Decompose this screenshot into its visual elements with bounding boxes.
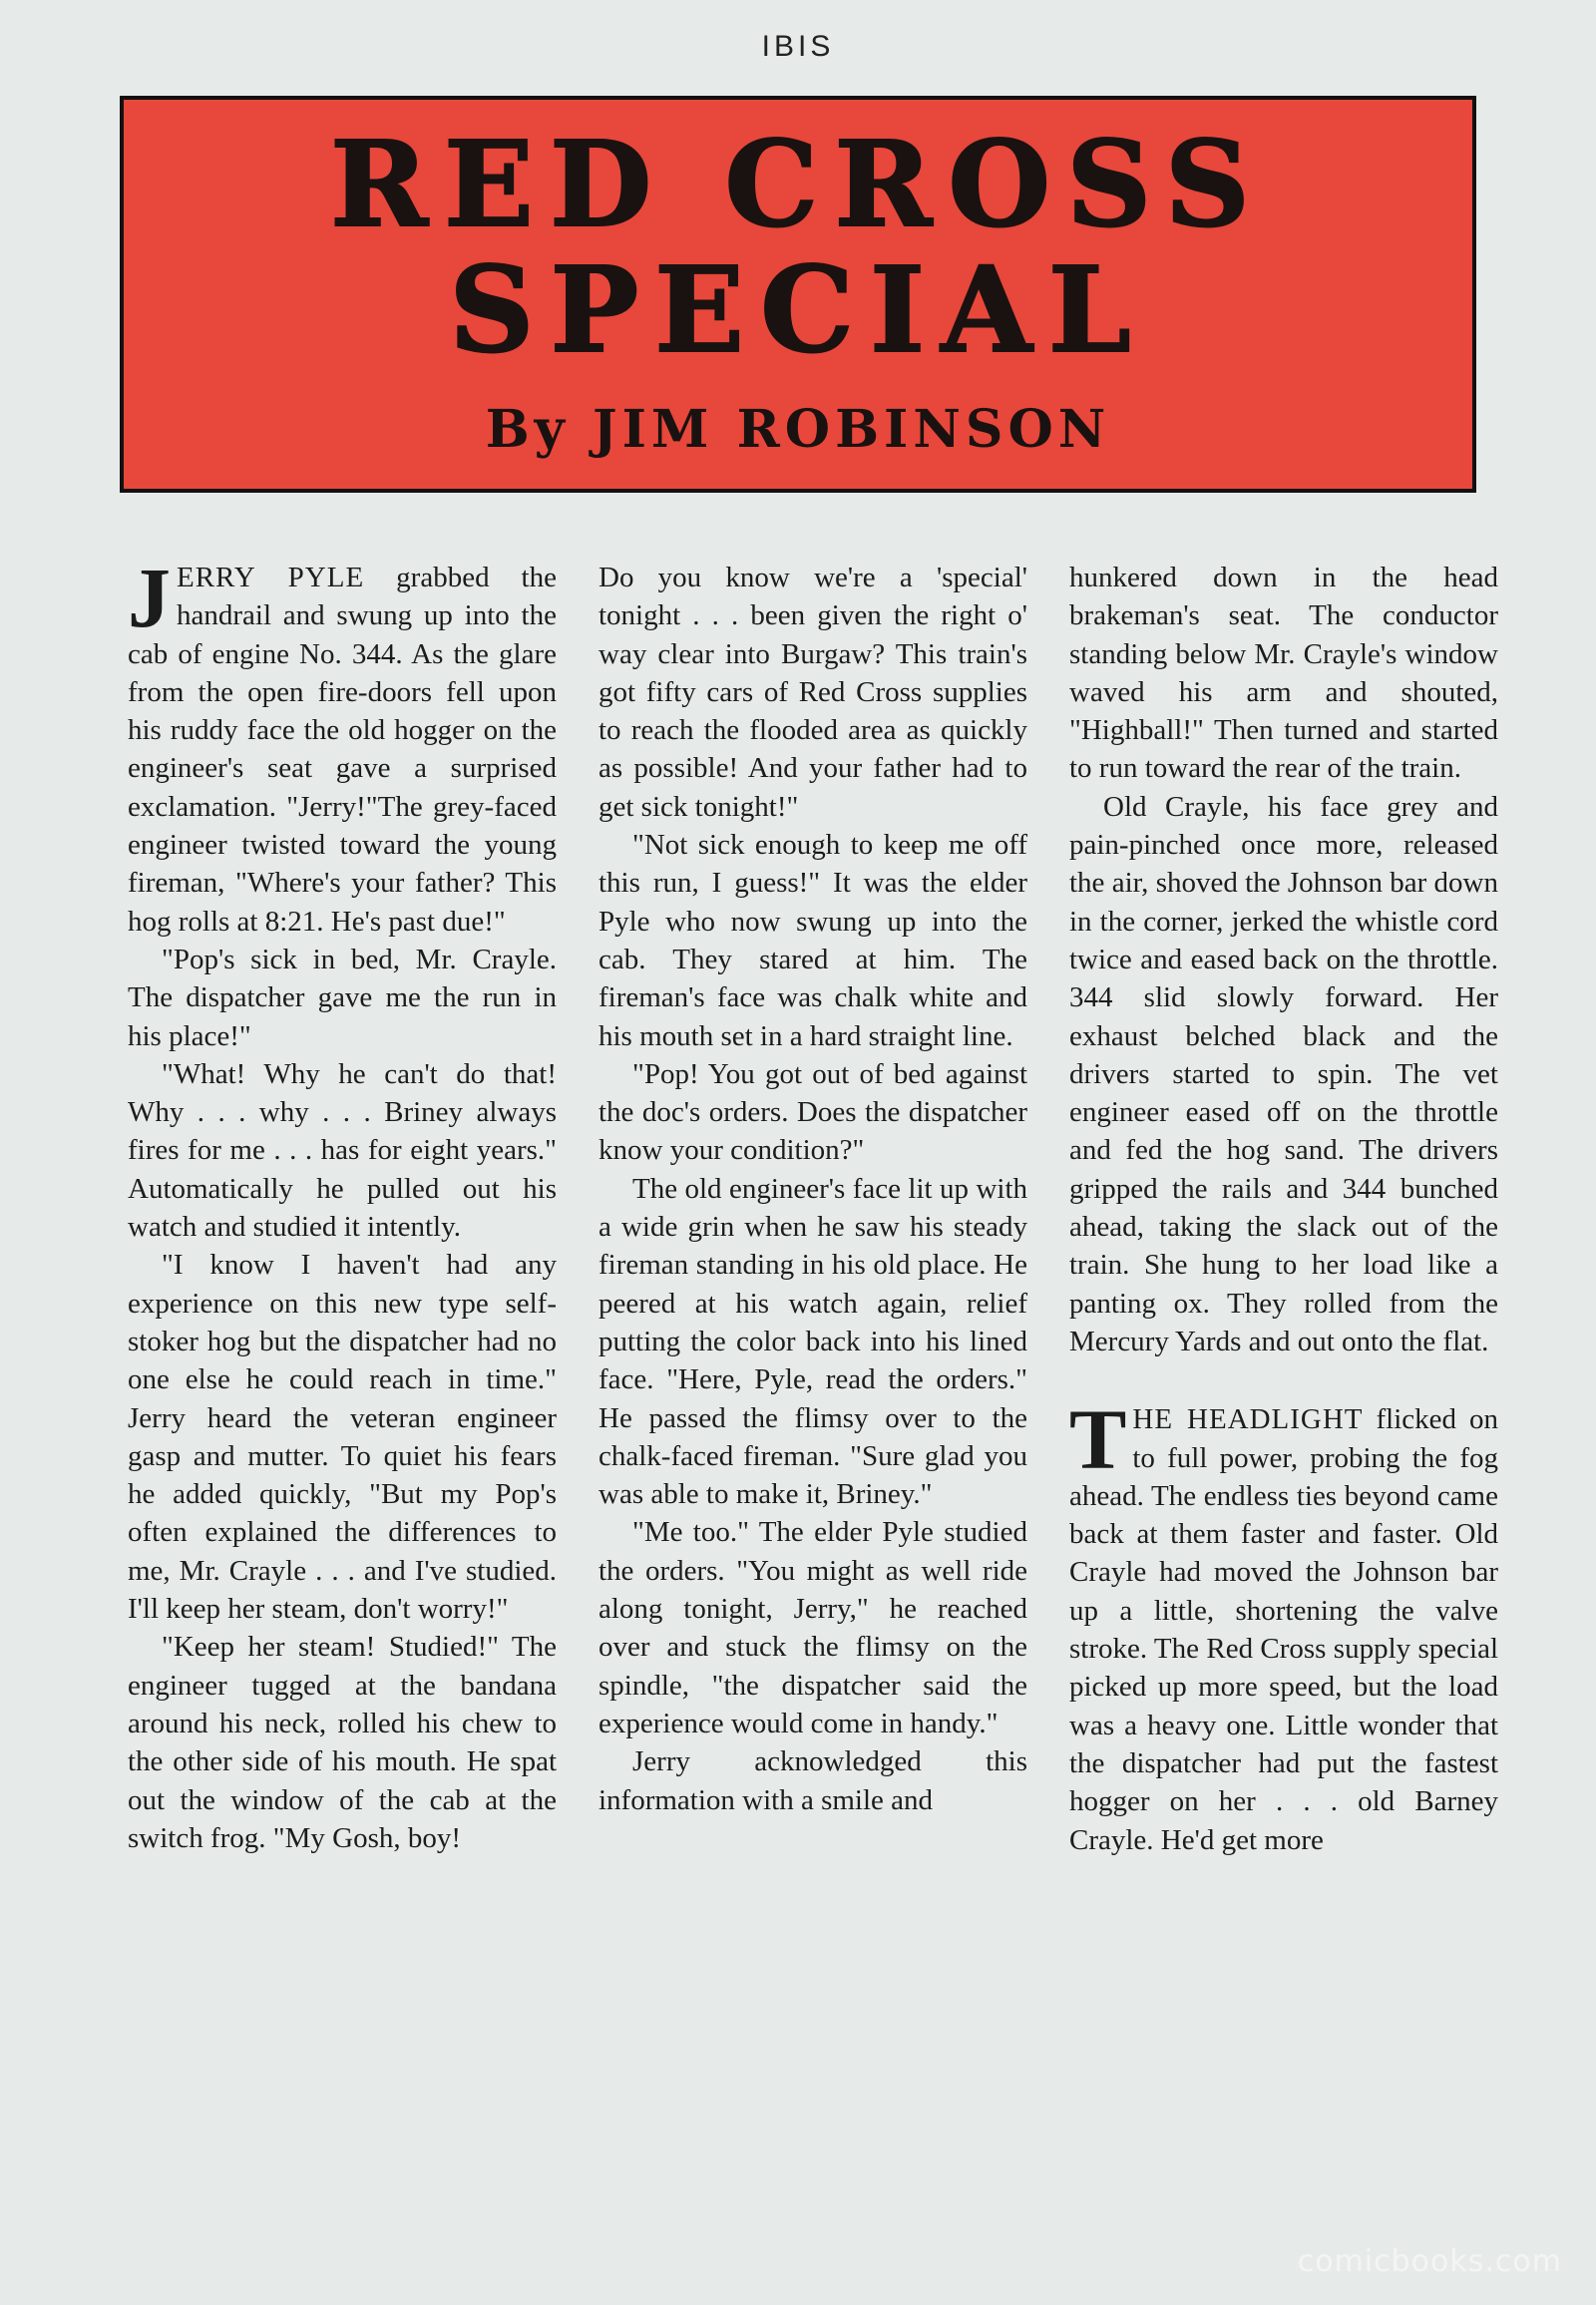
paragraph-text: "Pop! You got out of bed against the doc's orders. Does the dispatcher know your condition?" bbox=[598, 1057, 1027, 1167]
lead-in-caps: HE HEADLIGHT bbox=[1132, 1403, 1364, 1436]
paragraph bbox=[128, 550, 557, 941]
text-column-3 bbox=[1069, 559, 1498, 1859]
paragraph-text: "Not sick enough to keep me off this run, I guess!" It was the elder Pyle who now swung up into the cab. They stared at him. The fireman's face was chalk white and his mouth set in a hard straight line. bbox=[598, 829, 1027, 1052]
paragraph-text: "Me too." The elder Pyle studied the orders. "You might as well ride along tonight, Jerry," he reached over and stuck the flimsy on the spindle, "the dispatcher said the experience would come in handy." bbox=[598, 1516, 1027, 1739]
paragraph-text: "Pop's sick in bed, Mr. Crayle. The dispatcher gave me the run in his place!" bbox=[128, 943, 557, 1052]
paragraph-text: Jerry acknowledged this information with a smile and bbox=[598, 1745, 1027, 1816]
author-byline: By JIM ROBINSON bbox=[485, 399, 1111, 460]
story-title-line-1: RED CROSS bbox=[329, 115, 1267, 253]
paragraph-text: "I know I haven't had any experience on this new type self-stoker hog but the dispatcher had no one else he could reach in time." Jerry heard the veteran engineer gasp and mutter. To quiet his fears he added quickly, "But my Pop's often explained the differences to me, Mr. Crayle . . . and I've studied. I'll keep her steam, don't worry!" bbox=[128, 1249, 557, 1626]
text-column-1 bbox=[128, 550, 557, 1857]
paragraph bbox=[128, 1628, 557, 1857]
paragraph bbox=[598, 1742, 1027, 1819]
paragraph-text: The old engineer's face lit up with a wide grin when he saw his steady fireman standing in his old place. He peered at his watch again, relief putting the color back into his lined face. "Here, Pyle, read the orders." He passed the flimsy over to the chalk-faced fireman. "Sure glad you was able to make it, Briney." bbox=[598, 1172, 1027, 1511]
paragraph-text: Old Crayle, his face grey and pain-pinched once more, released the air, shoved the Johnson bar down in the corner, jerked the whistle cord twice and eased back on the throttle. 344 slid slowly forward. Her exhaust belched black and the drivers started to spin. The vet engineer eased off on the throttle and fed the hog sand. The drivers gripped the rails and 344 bunched ahead, taking the slack out of the train. She hung to her load like a panting ox. They rolled from the Mercury Yards and out onto the flat. bbox=[1069, 790, 1498, 1357]
section-break bbox=[1069, 1360, 1498, 1400]
paragraph bbox=[1069, 1391, 1499, 1859]
paragraph-text: grabbed the handrail and swung up into the cab of engine No. 344. As the glare from the open fire-doors fell upon his ruddy face the old hogger on the engineer's seat gave a surprised exclamation. "Jerry!"The grey-faced engineer twisted toward the young fireman, "Where's your father? This hog rolls at 8:21. He's past due!" bbox=[128, 562, 557, 938]
paragraph-text: "Keep her steam! Studied!" The engineer tugged at the bandana around his neck, rolled his chew to the other side of his mouth. He spat out the window of the cab at the switch frog. "My Gosh, boy! bbox=[128, 1631, 557, 1854]
paragraph bbox=[1069, 559, 1498, 788]
paragraph bbox=[598, 559, 1027, 826]
paragraph bbox=[128, 941, 557, 1055]
drop-cap: T bbox=[1069, 1391, 1127, 1488]
paragraph bbox=[598, 1170, 1027, 1514]
title-banner bbox=[120, 96, 1476, 493]
story-title-line-2: SPECIAL bbox=[449, 240, 1147, 379]
running-header: IBIS bbox=[761, 30, 835, 63]
paragraph bbox=[598, 826, 1027, 1055]
paragraph bbox=[128, 1246, 557, 1628]
lead-in-caps: ERRY PYLE bbox=[177, 562, 365, 593]
text-column-2 bbox=[598, 559, 1027, 1819]
drop-cap: J bbox=[128, 550, 171, 645]
paragraph bbox=[128, 1055, 557, 1246]
paragraph bbox=[598, 1055, 1027, 1170]
paragraph-text: Do you know we're a 'special' tonight . . . been given the right o' way clear into Burgaw? This train's got fifty cars of Red Cross supplies to reach the flooded area as quickly as possible! And your father had to get sick tonight!" bbox=[598, 562, 1027, 823]
paragraph bbox=[598, 1513, 1027, 1742]
paragraph-text: flicked on to full power, probing the fog ahead. The endless ties beyond came back at them faster and faster. Old Crayle had moved the Johnson bar up a little, shortening the valve stroke. The Red Cross supply special picked up more speed, but the load was a heavy one. Little wonder that the dispatcher had put the fastest hogger on her . . . old Barney Crayle. He'd get more bbox=[1069, 1403, 1499, 1856]
watermark-text: comicbooks.com bbox=[1297, 2244, 1562, 2279]
paragraph bbox=[1069, 788, 1498, 1360]
paragraph-text: hunkered down in the head brakeman's seat. The conductor standing below Mr. Crayle's window waved his arm and shouted, "Highball!" Then turned and started to run toward the rear of the train. bbox=[1069, 562, 1498, 785]
paragraph-text: "What! Why he can't do that! Why . . . why . . . Briney always fires for me . . . has for eight years." Automatically he pulled out his watch and studied it intently. bbox=[128, 1057, 557, 1244]
